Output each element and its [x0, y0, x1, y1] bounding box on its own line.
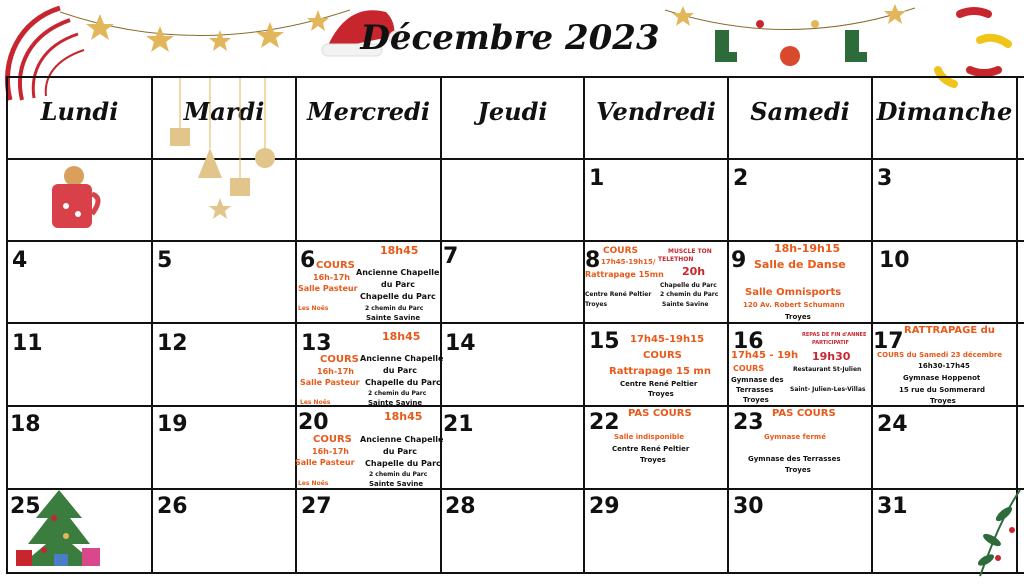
event-location: Gymnase des Terrasses	[748, 455, 841, 463]
event-rattrapage: RATTRAPAGE du	[904, 325, 995, 336]
date-1: 1	[589, 166, 605, 191]
day-name-mercredi: Mercredi	[307, 97, 430, 126]
grid-line	[6, 76, 8, 574]
event-cours: COURS	[733, 364, 765, 373]
event-location: du Parc	[383, 366, 417, 375]
grid-line	[871, 76, 873, 574]
grid-line	[151, 76, 153, 574]
event-location: Ancienne Chapelle	[360, 435, 444, 444]
event-time: 18h45	[380, 244, 419, 257]
grid-line	[727, 76, 729, 574]
event-location: Chapelle du Parc	[360, 292, 436, 301]
date-10: 10	[879, 248, 910, 273]
date-4: 4	[12, 248, 28, 273]
event-address: 15 rue du Sommerard	[899, 386, 986, 394]
date-6: 6	[300, 248, 316, 273]
event-muscle: MUSCLE TON	[668, 248, 712, 255]
event-location: Chapelle du Parc	[365, 459, 441, 468]
date-13: 13	[301, 331, 332, 356]
event-time: 18h-19h15	[774, 242, 841, 255]
event-location: du Parc	[381, 280, 415, 289]
event-hours: 17h45-19h15/	[601, 258, 656, 266]
event-city: Troyes	[640, 456, 666, 464]
event-address: 2 chemin du Parc	[660, 291, 719, 298]
date-27: 27	[301, 494, 332, 519]
event-location: Centre René Peltier	[612, 445, 690, 453]
christmas-tree-icon	[14, 488, 104, 572]
date-19: 19	[157, 412, 188, 437]
date-17: 17	[873, 329, 904, 354]
event-location: Chapelle du Parc	[365, 378, 441, 387]
event-city: Troyes	[648, 390, 674, 398]
event-location: du Parc	[383, 447, 417, 456]
event-cours: COURS du Samedi 23 décembre	[877, 351, 1003, 359]
date-25: 25	[10, 494, 41, 519]
date-14: 14	[445, 331, 476, 356]
event-city: Sainte Savine	[368, 399, 423, 407]
event-city: Sainte Savine	[369, 480, 424, 488]
event-city: Troyes	[930, 397, 956, 405]
event-salle: Salle Omnisports	[745, 287, 842, 298]
day-name-samedi: Samedi	[750, 97, 850, 126]
event-hours: 16h-17h	[317, 367, 354, 376]
event-location: Ancienne Chapelle	[360, 354, 444, 363]
event-noes: Les Noës	[298, 305, 329, 312]
day-name-mardi: Mardi	[183, 97, 265, 126]
confetti-decoration	[930, 0, 1024, 95]
grid-line	[583, 76, 585, 574]
date-29: 29	[589, 494, 620, 519]
event-city: Troyes	[785, 466, 811, 474]
event-hours: 16h-17h	[312, 447, 349, 456]
event-pas-cours: PAS COURS	[772, 408, 836, 419]
event-location: Centre René Peltier	[620, 380, 698, 388]
hot-cocoa-mug-icon	[44, 162, 104, 234]
date-12: 12	[157, 331, 188, 356]
grid-line	[440, 76, 442, 574]
date-5: 5	[157, 248, 173, 273]
event-hours: 16h-17h	[313, 273, 350, 282]
event-cours: COURS	[316, 260, 355, 271]
day-name-vendredi: Vendredi	[596, 97, 716, 126]
event-salle: Salle Pasteur	[298, 284, 358, 293]
event-cours: COURS	[313, 434, 352, 445]
event-city: Sainte Savine	[366, 314, 421, 322]
event-noes: Les Noës	[298, 480, 329, 487]
event-time: 18h45	[382, 330, 421, 343]
hanging-ornaments-decoration	[160, 78, 290, 238]
event-location: Chapelle du Parc	[660, 282, 717, 289]
event-city: Troyes	[743, 396, 769, 404]
event-cours: COURS	[603, 246, 638, 256]
calendar-title: Décembre 2023	[360, 18, 660, 58]
day-name-jeudi: Jeudi	[477, 97, 548, 126]
event-cours: COURS	[320, 354, 359, 365]
event-ferme: Gymnase fermé	[764, 433, 826, 441]
date-26: 26	[157, 494, 188, 519]
event-time: 19h30	[812, 350, 851, 363]
event-repas: PARTICIPATIF	[812, 340, 849, 346]
event-rattrapage: Rattrapage 15 mn	[609, 366, 711, 377]
event-hours: 17h45 - 19h	[731, 350, 799, 361]
event-restaurant-city: Saint- Julien-Les-Villas	[790, 386, 866, 393]
garland-stars-decoration	[60, 0, 350, 60]
event-hours: 17h45-19h15	[630, 334, 705, 345]
event-location: Gymnase des	[731, 376, 784, 384]
date-8: 8	[585, 248, 601, 273]
date-20: 20	[298, 410, 329, 435]
event-address: 120 Av. Robert Schumann	[743, 301, 845, 309]
event-repas: REPAS DE FIN d'ANNEE	[802, 332, 867, 338]
event-restaurant: Restaurant St-Julien	[793, 366, 862, 373]
day-name-lundi: Lundi	[40, 97, 119, 126]
event-salle: Salle Pasteur	[300, 378, 360, 387]
event-telethon: TELETHON	[658, 256, 694, 263]
date-11: 11	[12, 331, 43, 356]
date-18: 18	[10, 412, 41, 437]
date-28: 28	[445, 494, 476, 519]
grid-line	[295, 76, 297, 574]
event-pas-cours: PAS COURS	[628, 408, 692, 419]
date-15: 15	[589, 329, 620, 354]
event-city: Troyes	[585, 301, 608, 308]
date-3: 3	[877, 166, 893, 191]
event-salle: Salle de Danse	[754, 258, 846, 271]
date-16: 16	[733, 329, 764, 354]
event-address: 2 chemin du Parc	[369, 471, 428, 478]
event-rattrapage: Rattrapage 15mn	[585, 270, 664, 279]
event-cours: COURS	[643, 350, 682, 361]
event-noes: Les Noës	[300, 399, 331, 406]
date-30: 30	[733, 494, 764, 519]
event-address: 2 chemin du Parc	[368, 390, 427, 397]
date-31: 31	[877, 494, 908, 519]
date-9: 9	[731, 248, 747, 273]
event-location: Gymnase Hoppenot	[903, 374, 981, 382]
event-salle: Salle Pasteur	[295, 458, 355, 467]
event-location: Centre René Peltier	[585, 291, 652, 298]
date-24: 24	[877, 412, 908, 437]
event-time: 20h	[682, 265, 706, 278]
date-21: 21	[443, 412, 474, 437]
event-time: 18h45	[384, 410, 423, 423]
event-address: 2 chemin du Parc	[365, 305, 424, 312]
event-location: Ancienne Chapelle	[356, 268, 440, 277]
event-indisponible: Salle indisponible	[614, 433, 685, 441]
day-name-dimanche: Dimanche	[876, 97, 1013, 126]
garland-ornaments-decoration	[665, 0, 915, 80]
date-7: 7	[443, 244, 459, 269]
holly-decoration	[960, 480, 1024, 578]
date-22: 22	[589, 410, 620, 435]
date-2: 2	[733, 166, 749, 191]
event-hours: 16h30-17h45	[918, 362, 970, 370]
date-23: 23	[733, 410, 764, 435]
event-location: Terrasses	[736, 386, 774, 394]
event-city: Troyes	[785, 313, 811, 321]
event-city: Sainte Savine	[662, 301, 709, 308]
